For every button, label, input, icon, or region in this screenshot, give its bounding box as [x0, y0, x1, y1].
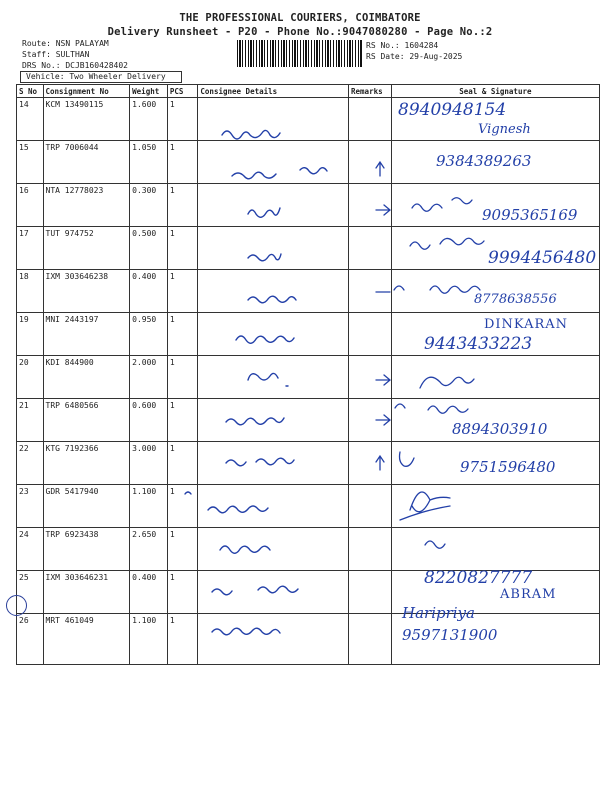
- route-label: Route: NSN PALAYAM: [22, 39, 109, 48]
- cell-pcs: 1: [167, 528, 198, 571]
- cell-sno: 20: [17, 356, 44, 399]
- cell-sno: 26: [17, 614, 44, 665]
- col-weight: Weight: [130, 85, 168, 98]
- cell-weight: 1.050: [130, 141, 168, 184]
- cell-pcs: 1: [167, 270, 198, 313]
- cell-consignment: MNI 2443197: [43, 313, 130, 356]
- cell-remarks: [349, 184, 392, 227]
- signature-name-14: Vignesh: [478, 122, 531, 137]
- cell-remarks: [349, 571, 392, 614]
- cell-sno: 16: [17, 184, 44, 227]
- cell-consignee: [198, 442, 349, 485]
- drs-number: DRS No.: DCJB160428402: [22, 61, 128, 70]
- cell-consignment: MRT 461049: [43, 614, 130, 665]
- col-pcs: PCS: [167, 85, 198, 98]
- cell-consignee: [198, 270, 349, 313]
- cell-consignee: [198, 98, 349, 141]
- cell-weight: 2.000: [130, 356, 168, 399]
- table-row: [17, 528, 600, 571]
- cell-sno: 24: [17, 528, 44, 571]
- cell-pcs: 1: [167, 442, 198, 485]
- cell-consignee: [198, 528, 349, 571]
- cell-remarks: [349, 141, 392, 184]
- signature-phone-18: 8778638556: [474, 292, 557, 307]
- cell-weight: 0.400: [130, 571, 168, 614]
- cell-weight: 0.400: [130, 270, 168, 313]
- cell-consignee: [198, 227, 349, 270]
- cell-sno: 15: [17, 141, 44, 184]
- cell-consignment: GDR 5417940: [43, 485, 130, 528]
- cell-remarks: [349, 98, 392, 141]
- table-row: [17, 356, 600, 399]
- runsheet-title: Delivery Runsheet - P20 - Phone No.:9047080280 - Page No.:2: [107, 26, 493, 38]
- cell-consignee: [198, 141, 349, 184]
- cell-weight: 0.600: [130, 399, 168, 442]
- barcode: [237, 40, 362, 67]
- cell-pcs: 1: [167, 571, 198, 614]
- cell-weight: 1.100: [130, 485, 168, 528]
- cell-weight: 0.300: [130, 184, 168, 227]
- cell-sno: 22: [17, 442, 44, 485]
- cell-consignment: KCM 13490115: [43, 98, 130, 141]
- cell-signature: [391, 528, 599, 571]
- cell-remarks: [349, 528, 392, 571]
- cell-pcs: 1: [167, 399, 198, 442]
- cell-sno: 19: [17, 313, 44, 356]
- col-sno: S No: [17, 85, 44, 98]
- cell-remarks: [349, 270, 392, 313]
- cell-weight: 0.950: [130, 313, 168, 356]
- cell-sno: 14: [17, 98, 44, 141]
- cell-remarks: [349, 399, 392, 442]
- rs-date: RS Date: 29-Aug-2025: [366, 52, 463, 61]
- signature-name-26: Haripriya: [402, 604, 475, 622]
- row-26-circle-mark: [6, 595, 27, 616]
- cell-signature: [391, 485, 599, 528]
- cell-sno: 18: [17, 270, 44, 313]
- cell-pcs: 1: [167, 184, 198, 227]
- cell-pcs: 1: [167, 141, 198, 184]
- cell-consignee: [198, 313, 349, 356]
- cell-weight: 1.100: [130, 614, 168, 665]
- signature-phone-21: 8894303910: [452, 420, 548, 438]
- signature-phone-16: 9095365169: [482, 206, 578, 224]
- table-header-row: [17, 85, 600, 98]
- cell-consignee: [198, 356, 349, 399]
- cell-weight: 0.500: [130, 227, 168, 270]
- signature-name-19: DINKARAN: [484, 317, 569, 332]
- cell-consignee: [198, 614, 349, 665]
- signature-phone-25: 8220827777: [424, 568, 533, 588]
- vehicle-label: Vehicle: Two Wheeler Delivery: [26, 72, 166, 81]
- cell-sno: 21: [17, 399, 44, 442]
- cell-pcs: 1: [167, 98, 198, 141]
- signature-phone-14: 8940948154: [398, 100, 507, 120]
- cell-consignment: TUT 974752: [43, 227, 130, 270]
- cell-remarks: [349, 313, 392, 356]
- signature-phone-17: 9994456480: [488, 248, 597, 268]
- cell-consignment: KDI 844900: [43, 356, 130, 399]
- cell-remarks: [349, 614, 392, 665]
- cell-consignment: KTG 7192366: [43, 442, 130, 485]
- cell-consignment: TRP 6923438: [43, 528, 130, 571]
- cell-sno: 25: [17, 571, 44, 614]
- col-consignee: Consignee Details: [198, 85, 349, 98]
- signature-phone-26: 9597131900: [402, 626, 498, 644]
- cell-weight: 3.000: [130, 442, 168, 485]
- cell-sno: 17: [17, 227, 44, 270]
- col-signature: Seal & Signature: [391, 85, 599, 98]
- cell-consignment: IXM 303646238: [43, 270, 130, 313]
- table-row: [17, 614, 600, 665]
- cell-consignee: [198, 571, 349, 614]
- cell-sno: 23: [17, 485, 44, 528]
- rs-number: RS No.: 1604284: [366, 41, 439, 50]
- col-remarks: Remarks: [349, 85, 392, 98]
- cell-pcs: 1: [167, 485, 198, 528]
- cell-consignee: [198, 399, 349, 442]
- company-title: THE PROFESSIONAL COURIERS, COIMBATORE: [179, 12, 421, 24]
- cell-signature: [391, 356, 599, 399]
- cell-consignee: [198, 485, 349, 528]
- col-consignment: Consignment No: [43, 85, 130, 98]
- staff-label: Staff: SULTHAN: [22, 50, 90, 59]
- cell-remarks: [349, 442, 392, 485]
- signature-phone-19: 9443433223: [424, 334, 533, 354]
- cell-pcs: 1: [167, 227, 198, 270]
- table-row: [17, 485, 600, 528]
- cell-consignment: NTA 12778023: [43, 184, 130, 227]
- cell-consignment: TRP 7006044: [43, 141, 130, 184]
- cell-consignment: IXM 303646231: [43, 571, 130, 614]
- cell-weight: 1.600: [130, 98, 168, 141]
- cell-pcs: 1: [167, 356, 198, 399]
- signature-name-25: ABRAM: [500, 587, 557, 602]
- cell-pcs: 1: [167, 614, 198, 665]
- cell-remarks: [349, 227, 392, 270]
- cell-remarks: [349, 356, 392, 399]
- cell-weight: 2.650: [130, 528, 168, 571]
- cell-consignment: TRP 6480566: [43, 399, 130, 442]
- cell-pcs: 1: [167, 313, 198, 356]
- cell-remarks: [349, 485, 392, 528]
- signature-phone-22: 9751596480: [460, 458, 556, 476]
- signature-phone-15: 9384389263: [436, 152, 532, 170]
- cell-consignee: [198, 184, 349, 227]
